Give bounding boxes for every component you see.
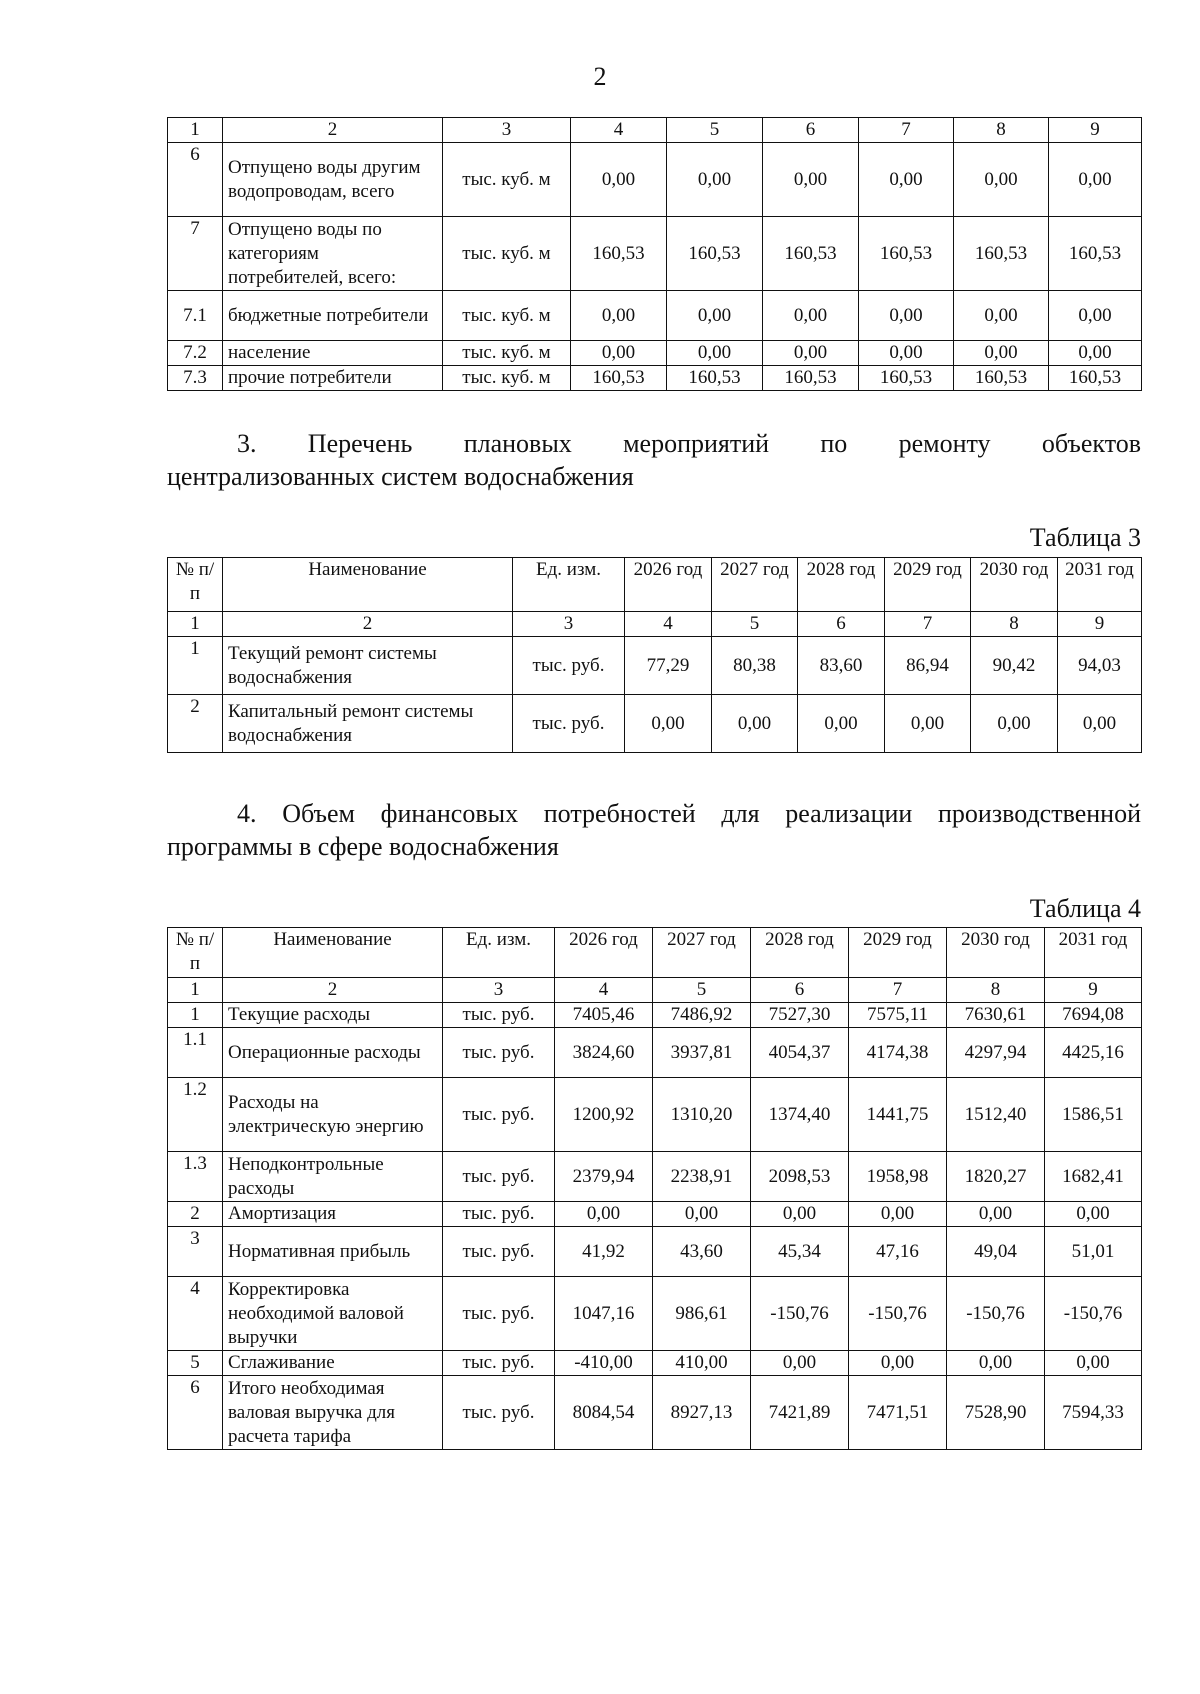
row-value: 1441,75 bbox=[849, 1078, 947, 1152]
row-value: 0,00 bbox=[971, 695, 1058, 753]
row-unit: тыс. руб. bbox=[443, 1152, 555, 1202]
index-cell: 6 bbox=[798, 612, 885, 637]
row-unit: тыс. руб. bbox=[443, 1376, 555, 1450]
header-year: 2030 год bbox=[947, 928, 1045, 978]
row-name: Операционные расходы bbox=[223, 1028, 443, 1078]
header-year: 2031 год bbox=[1045, 928, 1142, 978]
table-row bbox=[168, 1078, 1142, 1152]
section-4-heading-line-1: 4. Объем финансовых потребностей для реализации производственной bbox=[237, 799, 1141, 828]
table-row bbox=[168, 291, 1142, 341]
index-cell: 2 bbox=[223, 978, 443, 1003]
table-row bbox=[168, 143, 1142, 217]
row-number: 6 bbox=[168, 1376, 223, 1450]
row-value: 8084,54 bbox=[555, 1376, 653, 1450]
row-name: Сглаживание bbox=[223, 1351, 443, 1376]
row-value: 4174,38 bbox=[849, 1028, 947, 1078]
row-name: Отпущено воды другим водопроводам, всего bbox=[223, 143, 443, 217]
row-number: 4 bbox=[168, 1277, 223, 1351]
row-unit: тыс. руб. bbox=[443, 1078, 555, 1152]
row-value: 0,00 bbox=[1045, 1351, 1142, 1376]
row-value: -150,76 bbox=[751, 1277, 849, 1351]
row-value: -150,76 bbox=[947, 1277, 1045, 1351]
index-cell: 8 bbox=[947, 978, 1045, 1003]
row-number: 7.1 bbox=[168, 291, 223, 341]
row-name: Корректировка необходимой валовой выручки bbox=[223, 1277, 443, 1351]
row-value: 4054,37 bbox=[751, 1028, 849, 1078]
row-number: 7.3 bbox=[168, 366, 223, 391]
row-value: 0,00 bbox=[954, 143, 1049, 217]
row-value: 0,00 bbox=[1058, 695, 1142, 753]
row-number: 2 bbox=[168, 1202, 223, 1227]
row-value: 43,60 bbox=[653, 1227, 751, 1277]
row-value: 7594,33 bbox=[1045, 1376, 1142, 1450]
row-value: 90,42 bbox=[971, 637, 1058, 695]
row-number: 3 bbox=[168, 1227, 223, 1277]
row-value: 0,00 bbox=[954, 291, 1049, 341]
row-value: 160,53 bbox=[571, 366, 667, 391]
row-value: 0,00 bbox=[712, 695, 798, 753]
table-row bbox=[168, 1152, 1142, 1202]
table-row bbox=[168, 341, 1142, 366]
table-4-header-row bbox=[168, 928, 1142, 978]
row-value: 3937,81 bbox=[653, 1028, 751, 1078]
index-cell: 2 bbox=[223, 612, 513, 637]
row-value: 0,00 bbox=[653, 1202, 751, 1227]
row-name: Итого необходимая валовая выручка для расчета тарифа bbox=[223, 1376, 443, 1450]
row-value: 86,94 bbox=[885, 637, 971, 695]
row-value: 51,01 bbox=[1045, 1227, 1142, 1277]
row-number: 6 bbox=[168, 143, 223, 217]
row-value: 0,00 bbox=[1049, 143, 1142, 217]
table-row bbox=[168, 1351, 1142, 1376]
row-value: 0,00 bbox=[571, 341, 667, 366]
row-value: 7405,46 bbox=[555, 1003, 653, 1028]
row-unit: тыс. руб. bbox=[443, 1202, 555, 1227]
row-value: 0,00 bbox=[849, 1351, 947, 1376]
table-3-caption: Таблица 3 bbox=[1029, 523, 1141, 552]
row-name: Нормативная прибыль bbox=[223, 1227, 443, 1277]
row-number: 1.1 bbox=[168, 1028, 223, 1078]
header-year: 2030 год bbox=[971, 558, 1058, 612]
row-value: 7421,89 bbox=[751, 1376, 849, 1450]
row-value: 1512,40 bbox=[947, 1078, 1045, 1152]
row-unit: тыс. куб. м bbox=[443, 217, 571, 291]
row-name: Неподконтрольные расходы bbox=[223, 1152, 443, 1202]
table-row bbox=[168, 1227, 1142, 1277]
table-4 bbox=[167, 927, 1142, 1450]
table-row bbox=[168, 366, 1142, 391]
table-row bbox=[168, 1003, 1142, 1028]
row-name: Капитальный ремонт системы водоснабжения bbox=[223, 695, 513, 753]
row-value: 1200,92 bbox=[555, 1078, 653, 1152]
row-value: 2379,94 bbox=[555, 1152, 653, 1202]
index-cell: 3 bbox=[443, 118, 571, 143]
header-num: № п/п bbox=[168, 928, 223, 978]
row-value: 160,53 bbox=[1049, 217, 1142, 291]
header-year: 2026 год bbox=[555, 928, 653, 978]
row-value: 0,00 bbox=[1049, 341, 1142, 366]
row-value: 0,00 bbox=[763, 341, 859, 366]
row-value: 160,53 bbox=[954, 217, 1049, 291]
table-row bbox=[168, 637, 1142, 695]
row-unit: тыс. куб. м bbox=[443, 143, 571, 217]
row-unit: тыс. руб. bbox=[443, 1351, 555, 1376]
row-value: 0,00 bbox=[947, 1351, 1045, 1376]
row-value: 0,00 bbox=[1049, 291, 1142, 341]
row-number: 7 bbox=[168, 217, 223, 291]
row-value: 41,92 bbox=[555, 1227, 653, 1277]
row-value: 1586,51 bbox=[1045, 1078, 1142, 1152]
row-unit: тыс. руб. bbox=[443, 1003, 555, 1028]
row-value: 0,00 bbox=[751, 1351, 849, 1376]
row-unit: тыс. куб. м bbox=[443, 366, 571, 391]
table-row bbox=[168, 217, 1142, 291]
row-value: 160,53 bbox=[1049, 366, 1142, 391]
header-num: № п/п bbox=[168, 558, 223, 612]
row-value: 0,00 bbox=[571, 143, 667, 217]
row-value: 8927,13 bbox=[653, 1376, 751, 1450]
row-value: 0,00 bbox=[849, 1202, 947, 1227]
row-number: 2 bbox=[168, 695, 223, 753]
index-cell: 7 bbox=[849, 978, 947, 1003]
row-value: 0,00 bbox=[763, 291, 859, 341]
row-value: -150,76 bbox=[849, 1277, 947, 1351]
index-cell: 5 bbox=[653, 978, 751, 1003]
index-cell: 1 bbox=[168, 118, 223, 143]
header-year: 2031 год bbox=[1058, 558, 1142, 612]
row-value: 0,00 bbox=[667, 291, 763, 341]
table-2-index-row bbox=[168, 118, 1142, 143]
header-year: 2027 год bbox=[653, 928, 751, 978]
table-row bbox=[168, 1277, 1142, 1351]
row-number: 1.3 bbox=[168, 1152, 223, 1202]
row-value: 1047,16 bbox=[555, 1277, 653, 1351]
row-value: 0,00 bbox=[954, 341, 1049, 366]
table-row bbox=[168, 1028, 1142, 1078]
row-value: 77,29 bbox=[625, 637, 712, 695]
row-number: 7.2 bbox=[168, 341, 223, 366]
row-number: 5 bbox=[168, 1351, 223, 1376]
row-value: 0,00 bbox=[947, 1202, 1045, 1227]
row-value: 1820,27 bbox=[947, 1152, 1045, 1202]
row-number: 1 bbox=[168, 637, 223, 695]
index-cell: 9 bbox=[1049, 118, 1142, 143]
row-value: 7575,11 bbox=[849, 1003, 947, 1028]
index-cell: 4 bbox=[555, 978, 653, 1003]
table-2-continuation bbox=[167, 117, 1142, 391]
index-cell: 8 bbox=[971, 612, 1058, 637]
header-year: 2029 год bbox=[849, 928, 947, 978]
section-4-heading bbox=[167, 797, 1141, 863]
table-row bbox=[168, 1202, 1142, 1227]
header-name: Наименование bbox=[223, 558, 513, 612]
row-value: 0,00 bbox=[859, 291, 954, 341]
row-name: Текущие расходы bbox=[223, 1003, 443, 1028]
row-value: 0,00 bbox=[859, 143, 954, 217]
index-cell: 1 bbox=[168, 978, 223, 1003]
row-value: 80,38 bbox=[712, 637, 798, 695]
header-year: 2029 год bbox=[885, 558, 971, 612]
section-3-heading-line-2: централизованных систем водоснабжения bbox=[167, 462, 634, 491]
table-row bbox=[168, 695, 1142, 753]
header-name: Наименование bbox=[223, 928, 443, 978]
index-cell: 1 bbox=[168, 612, 223, 637]
row-value: 160,53 bbox=[667, 217, 763, 291]
row-unit: тыс. куб. м bbox=[443, 341, 571, 366]
header-year: 2027 год bbox=[712, 558, 798, 612]
row-value: 160,53 bbox=[954, 366, 1049, 391]
row-value: 83,60 bbox=[798, 637, 885, 695]
row-number: 1 bbox=[168, 1003, 223, 1028]
row-value: 49,04 bbox=[947, 1227, 1045, 1277]
header-unit: Ед. изм. bbox=[443, 928, 555, 978]
row-value: 7527,30 bbox=[751, 1003, 849, 1028]
row-unit: тыс. руб. bbox=[443, 1227, 555, 1277]
index-cell: 2 bbox=[223, 118, 443, 143]
table-4-caption: Таблица 4 bbox=[1029, 894, 1141, 923]
row-value: 7486,92 bbox=[653, 1003, 751, 1028]
row-value: 160,53 bbox=[763, 217, 859, 291]
row-value: 4297,94 bbox=[947, 1028, 1045, 1078]
row-value: 160,53 bbox=[571, 217, 667, 291]
row-value: 0,00 bbox=[667, 341, 763, 366]
table-4-index-row bbox=[168, 978, 1142, 1003]
row-value: 7528,90 bbox=[947, 1376, 1045, 1450]
row-name: прочие потребители bbox=[223, 366, 443, 391]
row-value: -150,76 bbox=[1045, 1277, 1142, 1351]
row-value: 160,53 bbox=[667, 366, 763, 391]
section-4-heading-line-2: программы в сфере водоснабжения bbox=[167, 832, 559, 861]
row-value: 1682,41 bbox=[1045, 1152, 1142, 1202]
row-value: 7471,51 bbox=[849, 1376, 947, 1450]
row-value: 3824,60 bbox=[555, 1028, 653, 1078]
table-row bbox=[168, 1376, 1142, 1450]
row-value: 0,00 bbox=[751, 1202, 849, 1227]
row-value: 160,53 bbox=[763, 366, 859, 391]
row-unit: тыс. руб. bbox=[443, 1028, 555, 1078]
index-cell: 5 bbox=[667, 118, 763, 143]
index-cell: 8 bbox=[954, 118, 1049, 143]
section-3-heading-line-1: 3. Перечень плановых мероприятий по ремонту объектов bbox=[237, 429, 1141, 458]
index-cell: 7 bbox=[885, 612, 971, 637]
table-3-header-row bbox=[168, 558, 1142, 612]
row-value: 4425,16 bbox=[1045, 1028, 1142, 1078]
row-value: 0,00 bbox=[798, 695, 885, 753]
row-value: 160,53 bbox=[859, 366, 954, 391]
header-year: 2028 год bbox=[798, 558, 885, 612]
index-cell: 7 bbox=[859, 118, 954, 143]
row-value: 2238,91 bbox=[653, 1152, 751, 1202]
index-cell: 3 bbox=[443, 978, 555, 1003]
index-cell: 6 bbox=[751, 978, 849, 1003]
row-value: 0,00 bbox=[1045, 1202, 1142, 1227]
header-unit: Ед. изм. bbox=[513, 558, 625, 612]
header-year: 2026 год bbox=[625, 558, 712, 612]
row-value: 0,00 bbox=[625, 695, 712, 753]
row-name: население bbox=[223, 341, 443, 366]
index-cell: 3 bbox=[513, 612, 625, 637]
row-value: 0,00 bbox=[555, 1202, 653, 1227]
index-cell: 4 bbox=[571, 118, 667, 143]
index-cell: 6 bbox=[763, 118, 859, 143]
row-value: 0,00 bbox=[885, 695, 971, 753]
row-value: 94,03 bbox=[1058, 637, 1142, 695]
row-value: 160,53 bbox=[859, 217, 954, 291]
row-unit: тыс. руб. bbox=[443, 1277, 555, 1351]
row-value: 410,00 bbox=[653, 1351, 751, 1376]
row-value: 7694,08 bbox=[1045, 1003, 1142, 1028]
row-name: Расходы на электрическую энергию bbox=[223, 1078, 443, 1152]
row-value: 986,61 bbox=[653, 1277, 751, 1351]
row-unit: тыс. руб. bbox=[513, 695, 625, 753]
row-name: Отпущено воды по категориям потребителей, всего: bbox=[223, 217, 443, 291]
row-value: 1958,98 bbox=[849, 1152, 947, 1202]
index-cell: 9 bbox=[1045, 978, 1142, 1003]
row-unit: тыс. руб. bbox=[513, 637, 625, 695]
row-name: бюджетные потребители bbox=[223, 291, 443, 341]
row-value: 0,00 bbox=[571, 291, 667, 341]
row-value: -410,00 bbox=[555, 1351, 653, 1376]
row-value: 0,00 bbox=[667, 143, 763, 217]
row-value: 7630,61 bbox=[947, 1003, 1045, 1028]
row-unit: тыс. куб. м bbox=[443, 291, 571, 341]
page-number: 2 bbox=[593, 62, 607, 91]
row-name: Текущий ремонт системы водоснабжения bbox=[223, 637, 513, 695]
row-value: 45,34 bbox=[751, 1227, 849, 1277]
row-value: 0,00 bbox=[763, 143, 859, 217]
row-value: 0,00 bbox=[859, 341, 954, 366]
row-number: 1.2 bbox=[168, 1078, 223, 1152]
row-value: 2098,53 bbox=[751, 1152, 849, 1202]
index-cell: 9 bbox=[1058, 612, 1142, 637]
table-3 bbox=[167, 557, 1142, 753]
section-3-heading bbox=[167, 427, 1141, 493]
header-year: 2028 год bbox=[751, 928, 849, 978]
table-3-index-row bbox=[168, 612, 1142, 637]
index-cell: 5 bbox=[712, 612, 798, 637]
index-cell: 4 bbox=[625, 612, 712, 637]
row-value: 1310,20 bbox=[653, 1078, 751, 1152]
row-value: 47,16 bbox=[849, 1227, 947, 1277]
row-value: 1374,40 bbox=[751, 1078, 849, 1152]
row-name: Амортизация bbox=[223, 1202, 443, 1227]
